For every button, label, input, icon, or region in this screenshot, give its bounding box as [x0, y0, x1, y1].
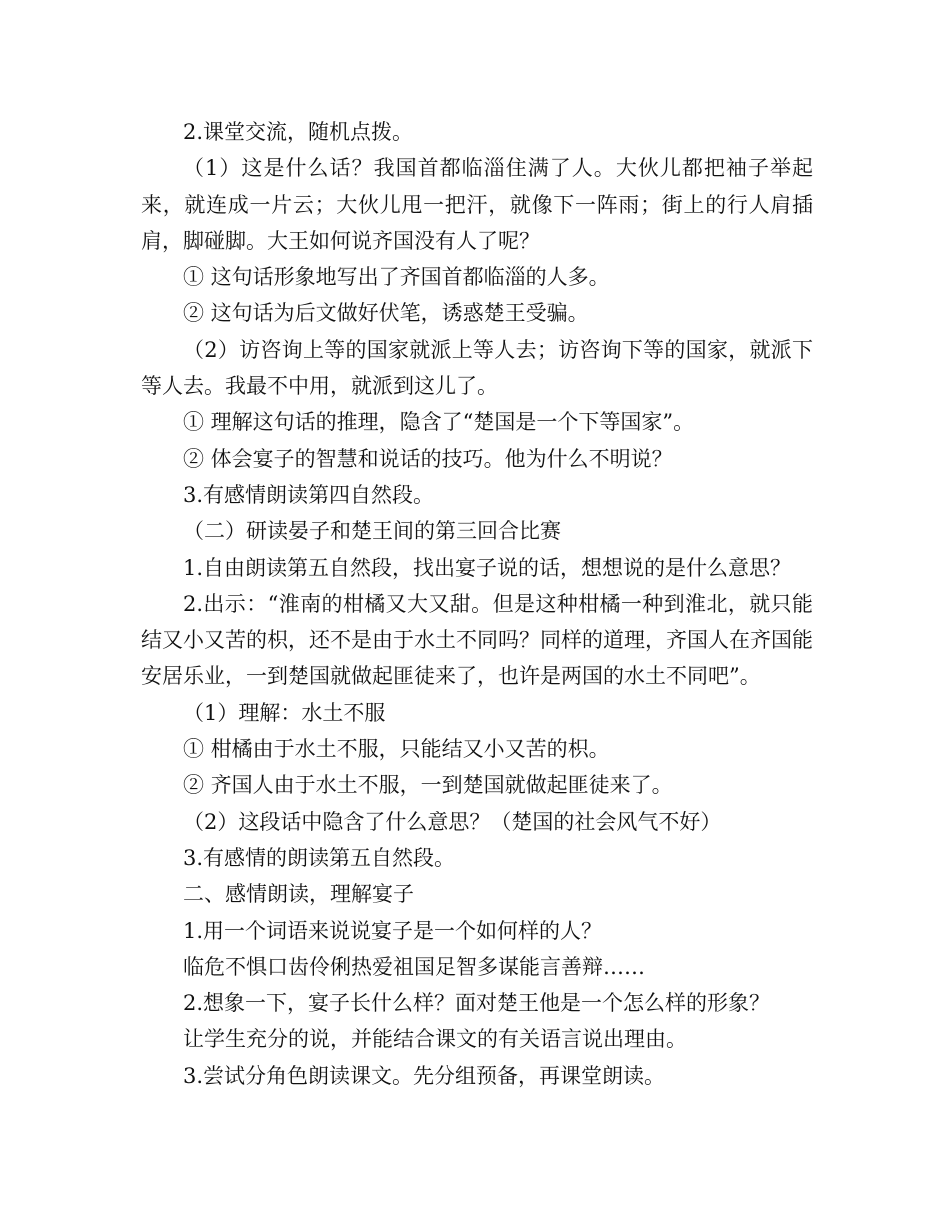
paragraph-line: ② 齐国人由于水土不服，一到楚国就做起匪徒来了。: [183, 773, 673, 798]
paragraph-line: ① 柑橘由于水土不服，只能结又小又苦的枳。: [183, 737, 610, 762]
paragraph-line: 1.自由朗读第五自然段，找出宴子说的话，想想说的是什么意思？: [183, 555, 792, 580]
section-heading: 二、感情朗读，理解宴子: [183, 882, 414, 907]
paragraph-line: 2.想象一下，宴子长什么样？面对楚王他是一个怎么样的形象？: [183, 991, 771, 1016]
paragraph-line: 3.有感情的朗读第五自然段。: [183, 845, 456, 870]
paragraph-line: （2）这段话中隐含了什么意思？（楚国的社会风气不好）: [183, 809, 722, 834]
paragraph-line: ② 体会宴子的智慧和说话的技巧。他为什么不明说？: [183, 446, 673, 471]
paragraph-line: ① 理解这句话的推理，隐含了“楚国是一个下等国家”。: [183, 410, 695, 435]
paragraph-block: （1）这是什么话？我国首都临淄住满了人。大伙儿都把袖子举起来，就连成一片云；大伙儿甩一把汗，就像下一阵雨；街上的行人肩插肩，脚碰脚。大王如何说齐国没有人了呢？: [141, 156, 813, 253]
paragraph-line: 2.课堂交流，随机点拨。: [183, 120, 414, 144]
paragraph-line: 临危不惧口齿伶俐热爱祖国足智多谋能言善辩……: [183, 954, 645, 979]
document-body: [141, 114, 813, 1094]
paragraph-line: ① 这句话形象地写出了齐国首都临淄的人多。: [183, 265, 610, 290]
paragraph-line: ② 这句话为后文做好伏笔，诱惑楚王受骗。: [183, 301, 589, 326]
paragraph-line: 1.用一个词语来说说宴子是一个如何样的人？: [183, 918, 603, 943]
paragraph-block: （2）访咨询上等的国家就派上等人去；访咨询下等的国家，就派下等人去。我最不中用，就派到这儿了。: [141, 337, 813, 399]
paragraph-line: 3.有感情朗读第四自然段。: [183, 482, 435, 507]
paragraph-block: 2.出示：“淮南的柑橘又大又甜。但是这种柑橘一种到淮北，就只能结又小又苦的枳，还不是由于水土不同吗？同样的道理，齐国人在齐国能安居乐业，一到楚国就做起匪徒来了，也许是两国的水土不同吧”。: [141, 591, 813, 689]
paragraph-line: 让学生充分的说，并能结合课文的有关语言说出理由。: [183, 1027, 687, 1052]
section-heading: （二）研读晏子和楚王间的第三回合比赛: [183, 519, 561, 544]
paragraph-line: （1）理解：水土不服: [183, 700, 386, 725]
paragraph-line: 3.尝试分角色朗读课文。先分组预备，再课堂朗读。: [183, 1063, 666, 1088]
